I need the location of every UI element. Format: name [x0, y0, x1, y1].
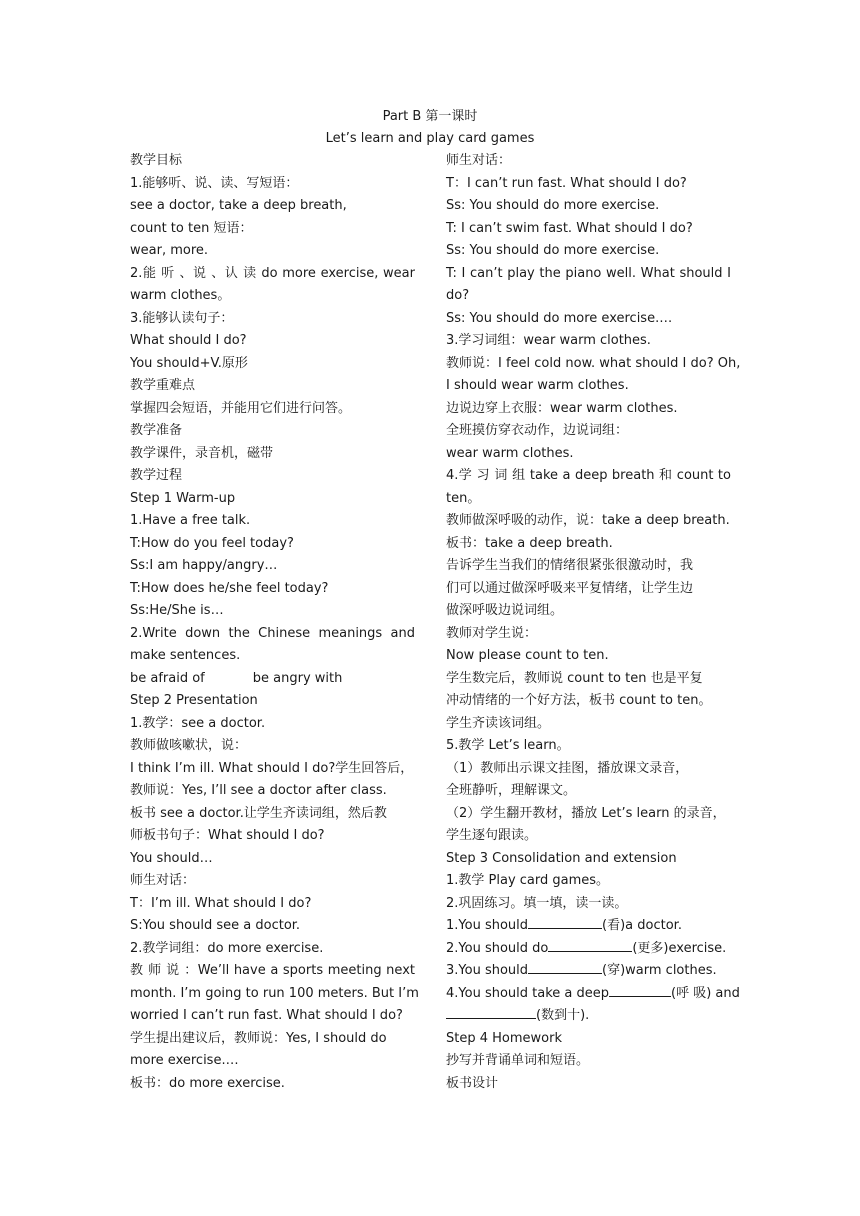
text-line: 告诉学生当我们的情绪很紧张很激动时，我: [446, 558, 694, 573]
step-heading: Step 3 Consolidation and extension: [446, 850, 677, 866]
text-line: 2.教学词组：do more exercise.: [130, 940, 324, 956]
text-line: 1.教学 Play card games。: [446, 873, 610, 888]
answer-blank: [609, 983, 671, 997]
text-line: 3.学习词组：wear warm clothes.: [446, 333, 651, 348]
text-line: 全班静听，理解课文。: [446, 783, 577, 798]
right-column: [446, 150, 741, 1095]
fill-blank-line: (数到十).: [446, 1005, 731, 1028]
answer-blank: [528, 960, 602, 974]
fill-blank-line: 2.You should do (更多)exercise.: [446, 938, 731, 961]
text-line: （1）教师出示课文挂图，播放课文录音，: [446, 760, 689, 776]
text-line: T: I can’t play the piano well. What should I: [446, 265, 731, 281]
step-heading: Step 2 Presentation: [130, 693, 258, 708]
phrase-angry: be angry with: [252, 670, 343, 686]
text-line: warm clothes。: [130, 288, 231, 303]
text-line: Now please count to ten.: [446, 648, 609, 663]
text-line: T：I can’t run fast. What should I do?: [446, 175, 687, 191]
text-line: 4.学 习 词 组 take a deep breath 和 count to: [446, 468, 731, 483]
text-line: What should I do?: [130, 333, 247, 348]
fill-blank-line: 4.You should take a deep (呼 吸) and: [446, 983, 731, 1006]
lesson-title: Part B 第一课时: [382, 109, 478, 124]
text-line: 掌握四会短语，并能用它们进行问答。: [130, 400, 352, 416]
text-line: more exercise.…: [130, 1053, 239, 1068]
text-line: wear, more.: [130, 243, 209, 258]
text-line: T：I’m ill. What should I do?: [130, 895, 312, 911]
text-line: 教师说：Yes, I’ll see a doctor after class.: [130, 783, 387, 798]
text-line: month. I’m going to run 100 meters. But I’m: [130, 985, 419, 1001]
section-heading: 教学准备: [130, 423, 183, 438]
text-line: 板书：do more exercise.: [130, 1075, 285, 1091]
text-line: 学生逐句跟读。: [446, 828, 538, 843]
text-line: 师生对话：: [446, 153, 512, 168]
text-line: 们可以通过做深呼吸来平复情绪，让学生边: [446, 580, 694, 596]
text-line: 边说边穿上衣服：wear warm clothes.: [446, 400, 678, 416]
lesson-subtitle: Let’s learn and play card games: [325, 131, 535, 146]
text-line: 2.Write down the Chinese meanings and: [130, 625, 415, 641]
text-line: 1.教学：see a doctor.: [130, 715, 266, 731]
text-line: T:How does he/she feel today?: [130, 580, 329, 596]
text-line: wear warm clothes.: [446, 445, 574, 461]
text-line: Ss: You should do more exercise.…: [446, 310, 673, 326]
step-heading: Step 1 Warm-up: [130, 490, 236, 506]
text-line: T: I can’t swim fast. What should I do?: [446, 220, 693, 236]
section-heading: 教学重难点: [130, 378, 196, 393]
answer-blank: [548, 938, 632, 952]
text-line: 冲动情绪的一个好方法，板书 count to ten。: [446, 693, 712, 708]
text-line: do?: [446, 288, 470, 303]
text-line: Ss: You should do more exercise.: [446, 198, 660, 213]
text-line: worried I can’t run fast. What should I do?: [130, 1008, 403, 1023]
text-line: see a doctor, take a deep breath,: [130, 198, 347, 213]
text-line: 2.能 听 、说 、认 读 do more exercise, wear: [130, 265, 415, 281]
text-line: 板书 see a doctor.让学生齐读词组，然后教: [130, 805, 387, 821]
text-line: 教师对学生说：: [446, 625, 538, 641]
text-line: 教师做深呼吸的动作，说：take a deep breath.: [446, 513, 730, 528]
text-line: 学生数完后，教师说 count to ten 也是平复: [446, 670, 703, 686]
text-line: 板书：take a deep breath.: [446, 535, 613, 551]
text-line: S:You should see a doctor.: [130, 918, 301, 933]
answer-blank: [446, 1005, 536, 1019]
text-line: ten。: [446, 490, 481, 506]
text-line: 师板书句子：What should I do?: [130, 828, 325, 843]
text-line: Ss:I am happy/angry…: [130, 558, 278, 573]
text-line: T:How do you feel today?: [130, 535, 294, 551]
text-line: 教师做咳嗽状，说：: [130, 738, 248, 753]
answer-blank: [528, 915, 602, 929]
text-line: 1.能够听、说、读、写短语：: [130, 175, 299, 191]
text-line: 板书设计: [446, 1075, 499, 1091]
text-line: I should wear warm clothes.: [446, 378, 629, 393]
text-line: 教学课件，录音机，磁带: [130, 445, 274, 461]
fill-blank-line: 1.You should (看)a doctor.: [446, 915, 731, 938]
step-heading: Step 4 Homework: [446, 1030, 562, 1046]
text-line: Ss:He/She is…: [130, 603, 224, 618]
text-line: I think I’m ill. What should I do?学生回答后，: [130, 760, 414, 776]
text-line: 师生对话：: [130, 873, 196, 888]
text-line: 2.巩固练习。填一填，读一读。: [446, 895, 628, 911]
text-line: count to ten 短语：: [130, 220, 253, 236]
section-heading: 教学目标: [130, 153, 183, 168]
text-line: Ss: You should do more exercise.: [446, 243, 660, 258]
text-line: make sentences.: [130, 648, 241, 663]
text-line: 5.教学 Let’s learn。: [446, 738, 570, 753]
text-line: 学生提出建议后，教师说：Yes, I should do: [130, 1030, 387, 1046]
section-heading: 教学过程: [130, 468, 183, 483]
fill-blank-line: 3.You should (穿)warm clothes.: [446, 960, 731, 983]
text-line: 1.Have a free talk.: [130, 513, 251, 528]
text-line: 抄写并背诵单词和短语。: [446, 1053, 590, 1068]
text-line: 教 师 说 ：We’ll have a sports meeting next: [130, 963, 415, 978]
text-line: （2）学生翻开教材，播放 Let’s learn 的录音，: [446, 805, 726, 821]
text-line: 学生齐读该词组。: [446, 715, 551, 731]
text-line: You should…: [130, 850, 213, 866]
text-line: 全班摸仿穿衣动作，边说词组：: [446, 423, 629, 438]
text-line: 3.能够认读句子：: [130, 310, 234, 326]
text-line: You should+V.原形: [130, 355, 248, 371]
text-line: 做深呼吸边说词组。: [446, 603, 564, 618]
phrase-pair: [130, 668, 415, 691]
phrase-afraid: be afraid of: [130, 670, 205, 686]
left-column: [130, 150, 419, 1095]
text-line: 教师说：I feel cold now. what should I do? Oh,: [446, 355, 741, 371]
